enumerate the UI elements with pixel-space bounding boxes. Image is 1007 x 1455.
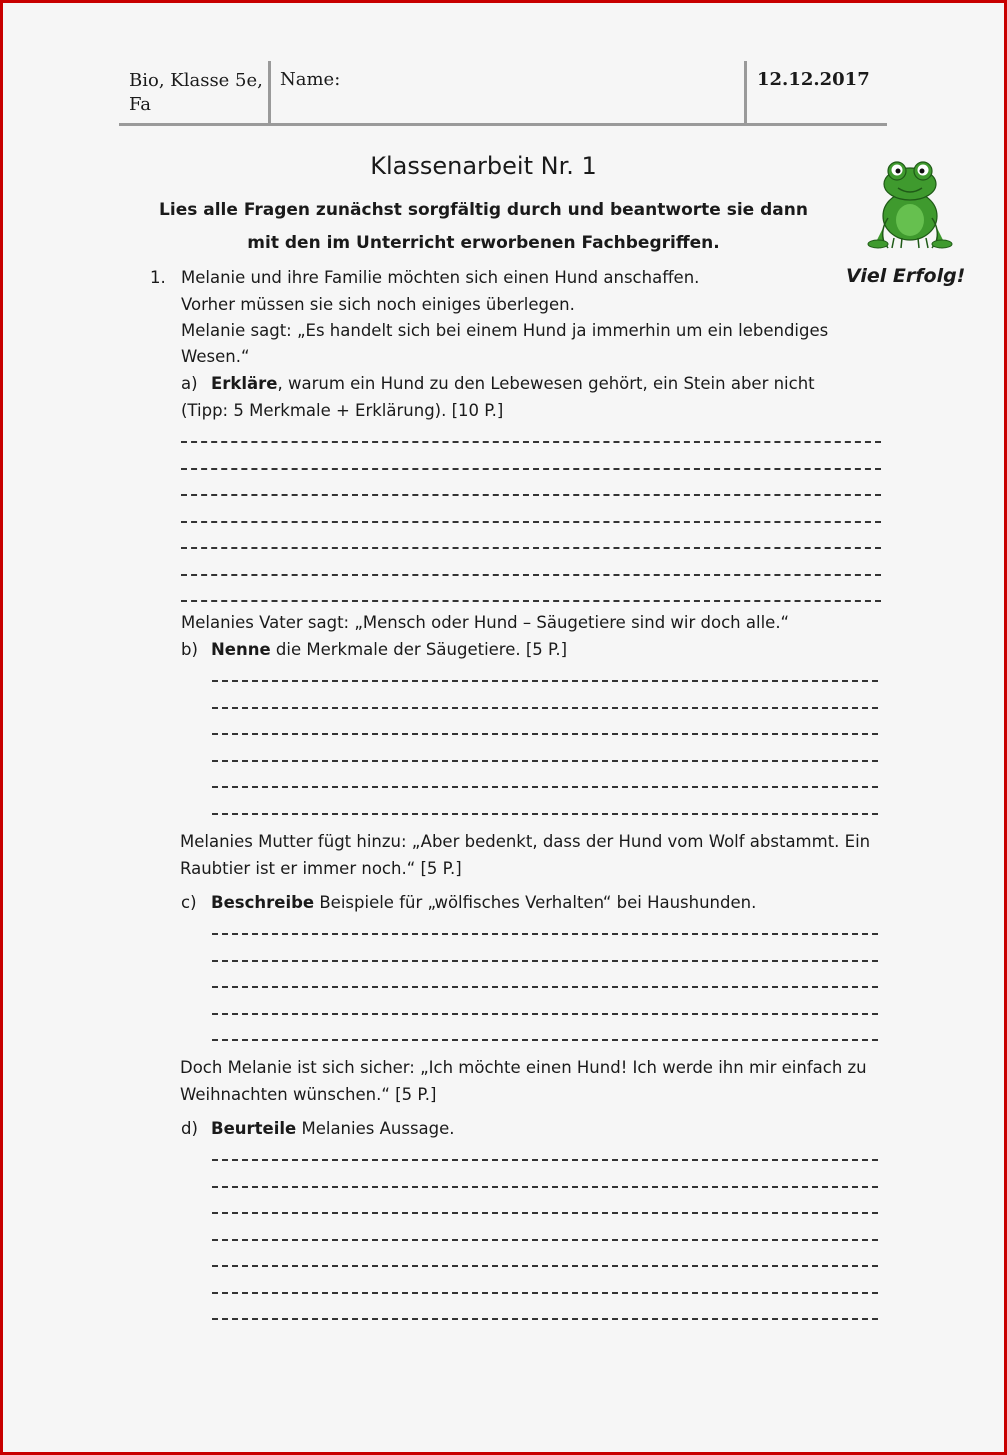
date: 12.12.2017 — [757, 69, 870, 90]
answer-line-d[interactable] — [212, 1239, 878, 1241]
answer-line-a[interactable] — [181, 441, 881, 443]
answer-line-b[interactable] — [212, 786, 878, 788]
task-a-text — [211, 373, 815, 395]
answer-line-a[interactable] — [181, 468, 881, 470]
task-b-label: b) — [181, 640, 198, 659]
answer-line-b[interactable] — [212, 760, 878, 762]
answer-line-c[interactable] — [212, 1013, 878, 1015]
task-d-verb: Beurteile — [211, 1119, 297, 1138]
answer-line-a[interactable] — [181, 521, 881, 523]
page-title: Klassenarbeit Nr. 1 — [370, 152, 597, 180]
task-d-text — [211, 1118, 455, 1140]
q1-line-3: Melanie sagt: „Es handelt sich bei einem Hund ja immerhin um ein lebendiges — [181, 321, 829, 340]
answer-line-d[interactable] — [212, 1186, 878, 1188]
answer-line-b[interactable] — [212, 813, 878, 815]
answer-line-b[interactable] — [212, 707, 878, 709]
answer-line-b[interactable] — [212, 680, 878, 682]
answer-line-c[interactable] — [212, 933, 878, 935]
answer-line-a[interactable] — [181, 574, 881, 576]
answer-line-c[interactable] — [212, 960, 878, 962]
answer-line-d[interactable] — [212, 1265, 878, 1267]
class-info: Bio, Klasse 5e, — [129, 70, 263, 91]
task-b-rest: die Merkmale der Säugetiere. [5 P.] — [270, 640, 568, 659]
task-b-text — [211, 639, 567, 661]
date-cell — [744, 61, 887, 123]
instructions-line-1: Lies alle Fragen zunächst sorgfältig durch und beantworte sie dann — [159, 200, 808, 220]
answer-line-b[interactable] — [212, 733, 878, 735]
frog-icon — [866, 158, 954, 250]
mother-quote-2: Raubtier ist er immer noch.“ [5 P.] — [180, 859, 462, 878]
task-a-label: a) — [181, 374, 198, 393]
name-label: Name: — [280, 69, 341, 90]
answer-line-a[interactable] — [181, 494, 881, 496]
melanie-quote-2: Weihnachten wünschen.“ [5 P.] — [180, 1085, 437, 1104]
answer-line-a[interactable] — [181, 547, 881, 549]
class-info-cell — [119, 61, 268, 123]
q1-line-1: Melanie und ihre Familie möchten sich einen Hund anschaffen. — [181, 268, 700, 287]
question-number: 1. — [150, 268, 166, 287]
answer-line-c[interactable] — [212, 1039, 878, 1041]
q1-line-4: Wesen.“ — [181, 347, 250, 366]
good-luck-text: Viel Erfolg! — [846, 265, 966, 287]
answer-line-d[interactable] — [212, 1212, 878, 1214]
name-cell[interactable] — [268, 61, 744, 123]
q1-line-2: Vorher müssen sie sich noch einiges überlegen. — [181, 295, 575, 314]
father-quote: Melanies Vater sagt: „Mensch oder Hund – Säugetiere sind wir doch alle.“ — [181, 613, 790, 632]
class-info-2: Fa — [129, 94, 151, 115]
answer-line-d[interactable] — [212, 1159, 878, 1161]
task-a-verb: Erkläre — [211, 374, 278, 393]
task-c-rest: Beispiele für „wölfisches Verhalten“ bei Haushunden. — [314, 893, 757, 912]
task-d-label: d) — [181, 1119, 198, 1138]
task-c-label: c) — [181, 893, 197, 912]
instructions-line-2: mit den im Unterricht erworbenen Fachbegriffen. — [247, 233, 720, 253]
task-d-rest: Melanies Aussage. — [296, 1119, 455, 1138]
melanie-quote: Doch Melanie ist sich sicher: „Ich möchte einen Hund! Ich werde ihn mir einfach zu — [180, 1058, 867, 1077]
answer-line-c[interactable] — [212, 986, 878, 988]
answer-line-d[interactable] — [212, 1318, 878, 1320]
answer-line-a[interactable] — [181, 600, 881, 602]
task-a-text-2: (Tipp: 5 Merkmale + Erklärung). [10 P.] — [181, 401, 504, 420]
header-table — [119, 61, 887, 126]
task-a-rest: , warum ein Hund zu den Lebewesen gehört, ein Stein aber nicht — [277, 374, 815, 393]
answer-line-d[interactable] — [212, 1292, 878, 1294]
task-b-verb: Nenne — [211, 640, 271, 659]
mother-quote: Melanies Mutter fügt hinzu: „Aber bedenkt, dass der Hund vom Wolf abstammt. Ein — [180, 832, 871, 851]
task-c-verb: Beschreibe — [211, 893, 315, 912]
task-c-text — [211, 892, 756, 914]
instructions — [150, 194, 817, 260]
